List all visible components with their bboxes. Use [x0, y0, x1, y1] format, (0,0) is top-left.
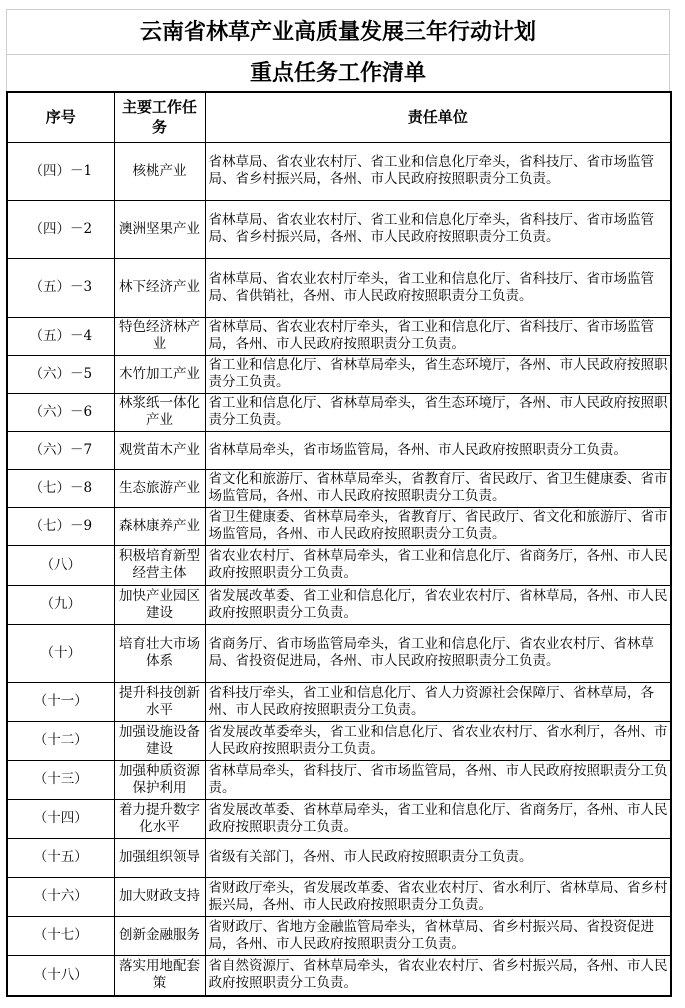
row-seq: （十三） [7, 760, 114, 799]
row-task: 林浆纸一体化产业 [114, 393, 205, 431]
sheet [6, 9, 670, 997]
row-unit: 省林草局、省农业农村厅、省工业和信息化厅牵头，省科技厅、省市场监管局、省乡村振兴局，各州、市人民政府按照职责分工负责。 [205, 142, 671, 200]
table-row [7, 624, 671, 682]
table-row [7, 431, 671, 469]
table-row [7, 760, 671, 799]
row-task: 特色经济林产业 [114, 317, 205, 355]
row-seq: （十） [7, 624, 114, 682]
row-task: 核桃产业 [114, 142, 205, 200]
row-task: 林下经济产业 [114, 258, 205, 317]
table-row [7, 317, 671, 355]
row-task: 加强设施设备建设 [114, 721, 205, 760]
row-unit: 省级有关部门，各州、市人民政府按照职责分工负责。 [205, 838, 671, 877]
table-row [7, 258, 671, 317]
row-seq: （六）－5 [7, 355, 114, 393]
row-unit: 省卫生健康委、省林草局牵头，省教育厅、省民政厅、省文化和旅游厅、省市场监管局，各州、市人民政府按照职责分工负责。 [205, 507, 671, 545]
table-row [7, 545, 671, 585]
row-unit: 省文化和旅游厅、省林草局牵头，省教育厅、省民政厅、省卫生健康委、省市场监管局，各州、市人民政府按照职责分工负责。 [205, 469, 671, 507]
row-seq: （十七） [7, 916, 114, 955]
row-unit: 省科技厅牵头，省工业和信息化厅、省人力资源社会保障厅、省林草局，各州、市人民政府按照职责分工负责。 [205, 682, 671, 721]
row-seq: （四）－1 [7, 142, 114, 200]
header-row [7, 92, 671, 142]
task-table [6, 91, 672, 997]
row-seq: （四）－2 [7, 200, 114, 258]
table-row [7, 469, 671, 507]
row-task: 观赏苗木产业 [114, 431, 205, 469]
row-unit: 省林草局牵头，省科技厅、省市场监管局，各州、市人民政府按照职责分工负责。 [205, 760, 671, 799]
title-box [6, 9, 670, 91]
row-seq: （七）－9 [7, 507, 114, 545]
row-unit: 省商务厅、省市场监管局牵头，省工业和信息化厅、省农业农村厅、省林草局、省投资促进局，各州、市人民政府按照职责分工负责。 [205, 624, 671, 682]
row-task: 创新金融服务 [114, 916, 205, 955]
row-seq: （八） [7, 545, 114, 585]
table-row [7, 393, 671, 431]
row-unit: 省工业和信息化厅、省林草局牵头，省生态环境厅，各州、市人民政府按照职责分工负责。 [205, 393, 671, 431]
header-unit: 责任单位 [205, 92, 671, 142]
table-row [7, 916, 671, 955]
row-seq: （十二） [7, 721, 114, 760]
row-seq: （十六） [7, 877, 114, 916]
table-row [7, 200, 671, 258]
row-task: 加快产业园区建设 [114, 585, 205, 624]
table-row [7, 142, 671, 200]
row-seq: （十四） [7, 799, 114, 838]
table-row [7, 507, 671, 545]
row-task: 落实用地配套策 [114, 955, 205, 996]
table-row [7, 877, 671, 916]
row-seq: （五）－3 [7, 258, 114, 317]
row-task: 培育壮大市场体系 [114, 624, 205, 682]
row-unit: 省财政厅牵头，省发展改革委、省农业农村厅、省水利厅、省林草局、省乡村振兴局，各州、市人民政府按照职责分工负责。 [205, 877, 671, 916]
row-seq: （十五） [7, 838, 114, 877]
row-task: 提升科技创新水平 [114, 682, 205, 721]
row-seq: （十八） [7, 955, 114, 996]
row-unit: 省发展改革委、省工业和信息化厅，省农业农村厅、省林草局，各州、市人民政府按照职责分工负责。 [205, 585, 671, 624]
row-task: 加大财政支持 [114, 877, 205, 916]
row-unit: 省发展改革委、省林草局牵头，省工业和信息化厅、省商务厅，各州、市人民政府按照职责分工负责。 [205, 799, 671, 838]
row-seq: （七）－8 [7, 469, 114, 507]
row-unit: 省林草局、省农业农村厅、省工业和信息化厅牵头，省科技厅、省市场监管局、省乡村振兴局，各州、市人民政府按照职责分工负责。 [205, 200, 671, 258]
row-task: 森林康养产业 [114, 507, 205, 545]
header-seq: 序号 [7, 92, 114, 142]
row-task: 加强组织领导 [114, 838, 205, 877]
table-row [7, 585, 671, 624]
row-seq: （六）－7 [7, 431, 114, 469]
table-row [7, 955, 671, 996]
row-task: 积极培育新型经营主体 [114, 545, 205, 585]
row-unit: 省林草局、省农业农村厅牵头，省工业和信息化厅、省科技厅、省市场监管局，各州、市人民政府按照职责分工负责。 [205, 317, 671, 355]
row-seq: （九） [7, 585, 114, 624]
row-unit: 省林草局、省农业农村厅牵头，省工业和信息化厅、省科技厅、省市场监管局、省供销社，各州、市人民政府按照职责分工负责。 [205, 258, 671, 317]
row-unit: 省财政厅、省地方金融监管局牵头，省林草局、省乡村振兴局、省投资促进局，各州、市人民政府按照职责分工负责。 [205, 916, 671, 955]
row-unit: 省农业农村厅、省林草局牵头，省工业和信息化厅、省商务厅，各州、市人民政府按照职责分工负责。 [205, 545, 671, 585]
row-seq: （十一） [7, 682, 114, 721]
row-unit: 省林草局牵头，省市场监管局，各州、市人民政府按照职责分工负责。 [205, 431, 671, 469]
table-row [7, 838, 671, 877]
row-seq: （五）－4 [7, 317, 114, 355]
document-subtitle: 重点任务工作清单 [249, 60, 426, 86]
document-title: 云南省林草产业高质量发展三年行动计划 [7, 10, 669, 55]
table-row [7, 682, 671, 721]
row-task: 着力提升数字化水平 [114, 799, 205, 838]
row-unit: 省自然资源厅、省林草局牵头，省农业农村厅、省乡村振兴局，各州、市人民政府按照职责分工负责。 [205, 955, 671, 996]
row-unit: 省发展改革委牵头，省工业和信息化厅、省农业农村厅、省水利厅，各州、市人民政府按照职责分工负责。 [205, 721, 671, 760]
row-task: 澳洲坚果产业 [114, 200, 205, 258]
table-body [7, 142, 671, 996]
table-row [7, 355, 671, 393]
table-row [7, 721, 671, 760]
header-task: 主要工作任务 [114, 92, 205, 142]
row-task: 生态旅游产业 [114, 469, 205, 507]
row-task: 木竹加工产业 [114, 355, 205, 393]
row-task: 加强种质资源保护利用 [114, 760, 205, 799]
row-unit: 省工业和信息化厅、省林草局牵头，省生态环境厅，各州、市人民政府按照职责分工负责。 [205, 355, 671, 393]
table-row [7, 799, 671, 838]
row-seq: （六）－6 [7, 393, 114, 431]
